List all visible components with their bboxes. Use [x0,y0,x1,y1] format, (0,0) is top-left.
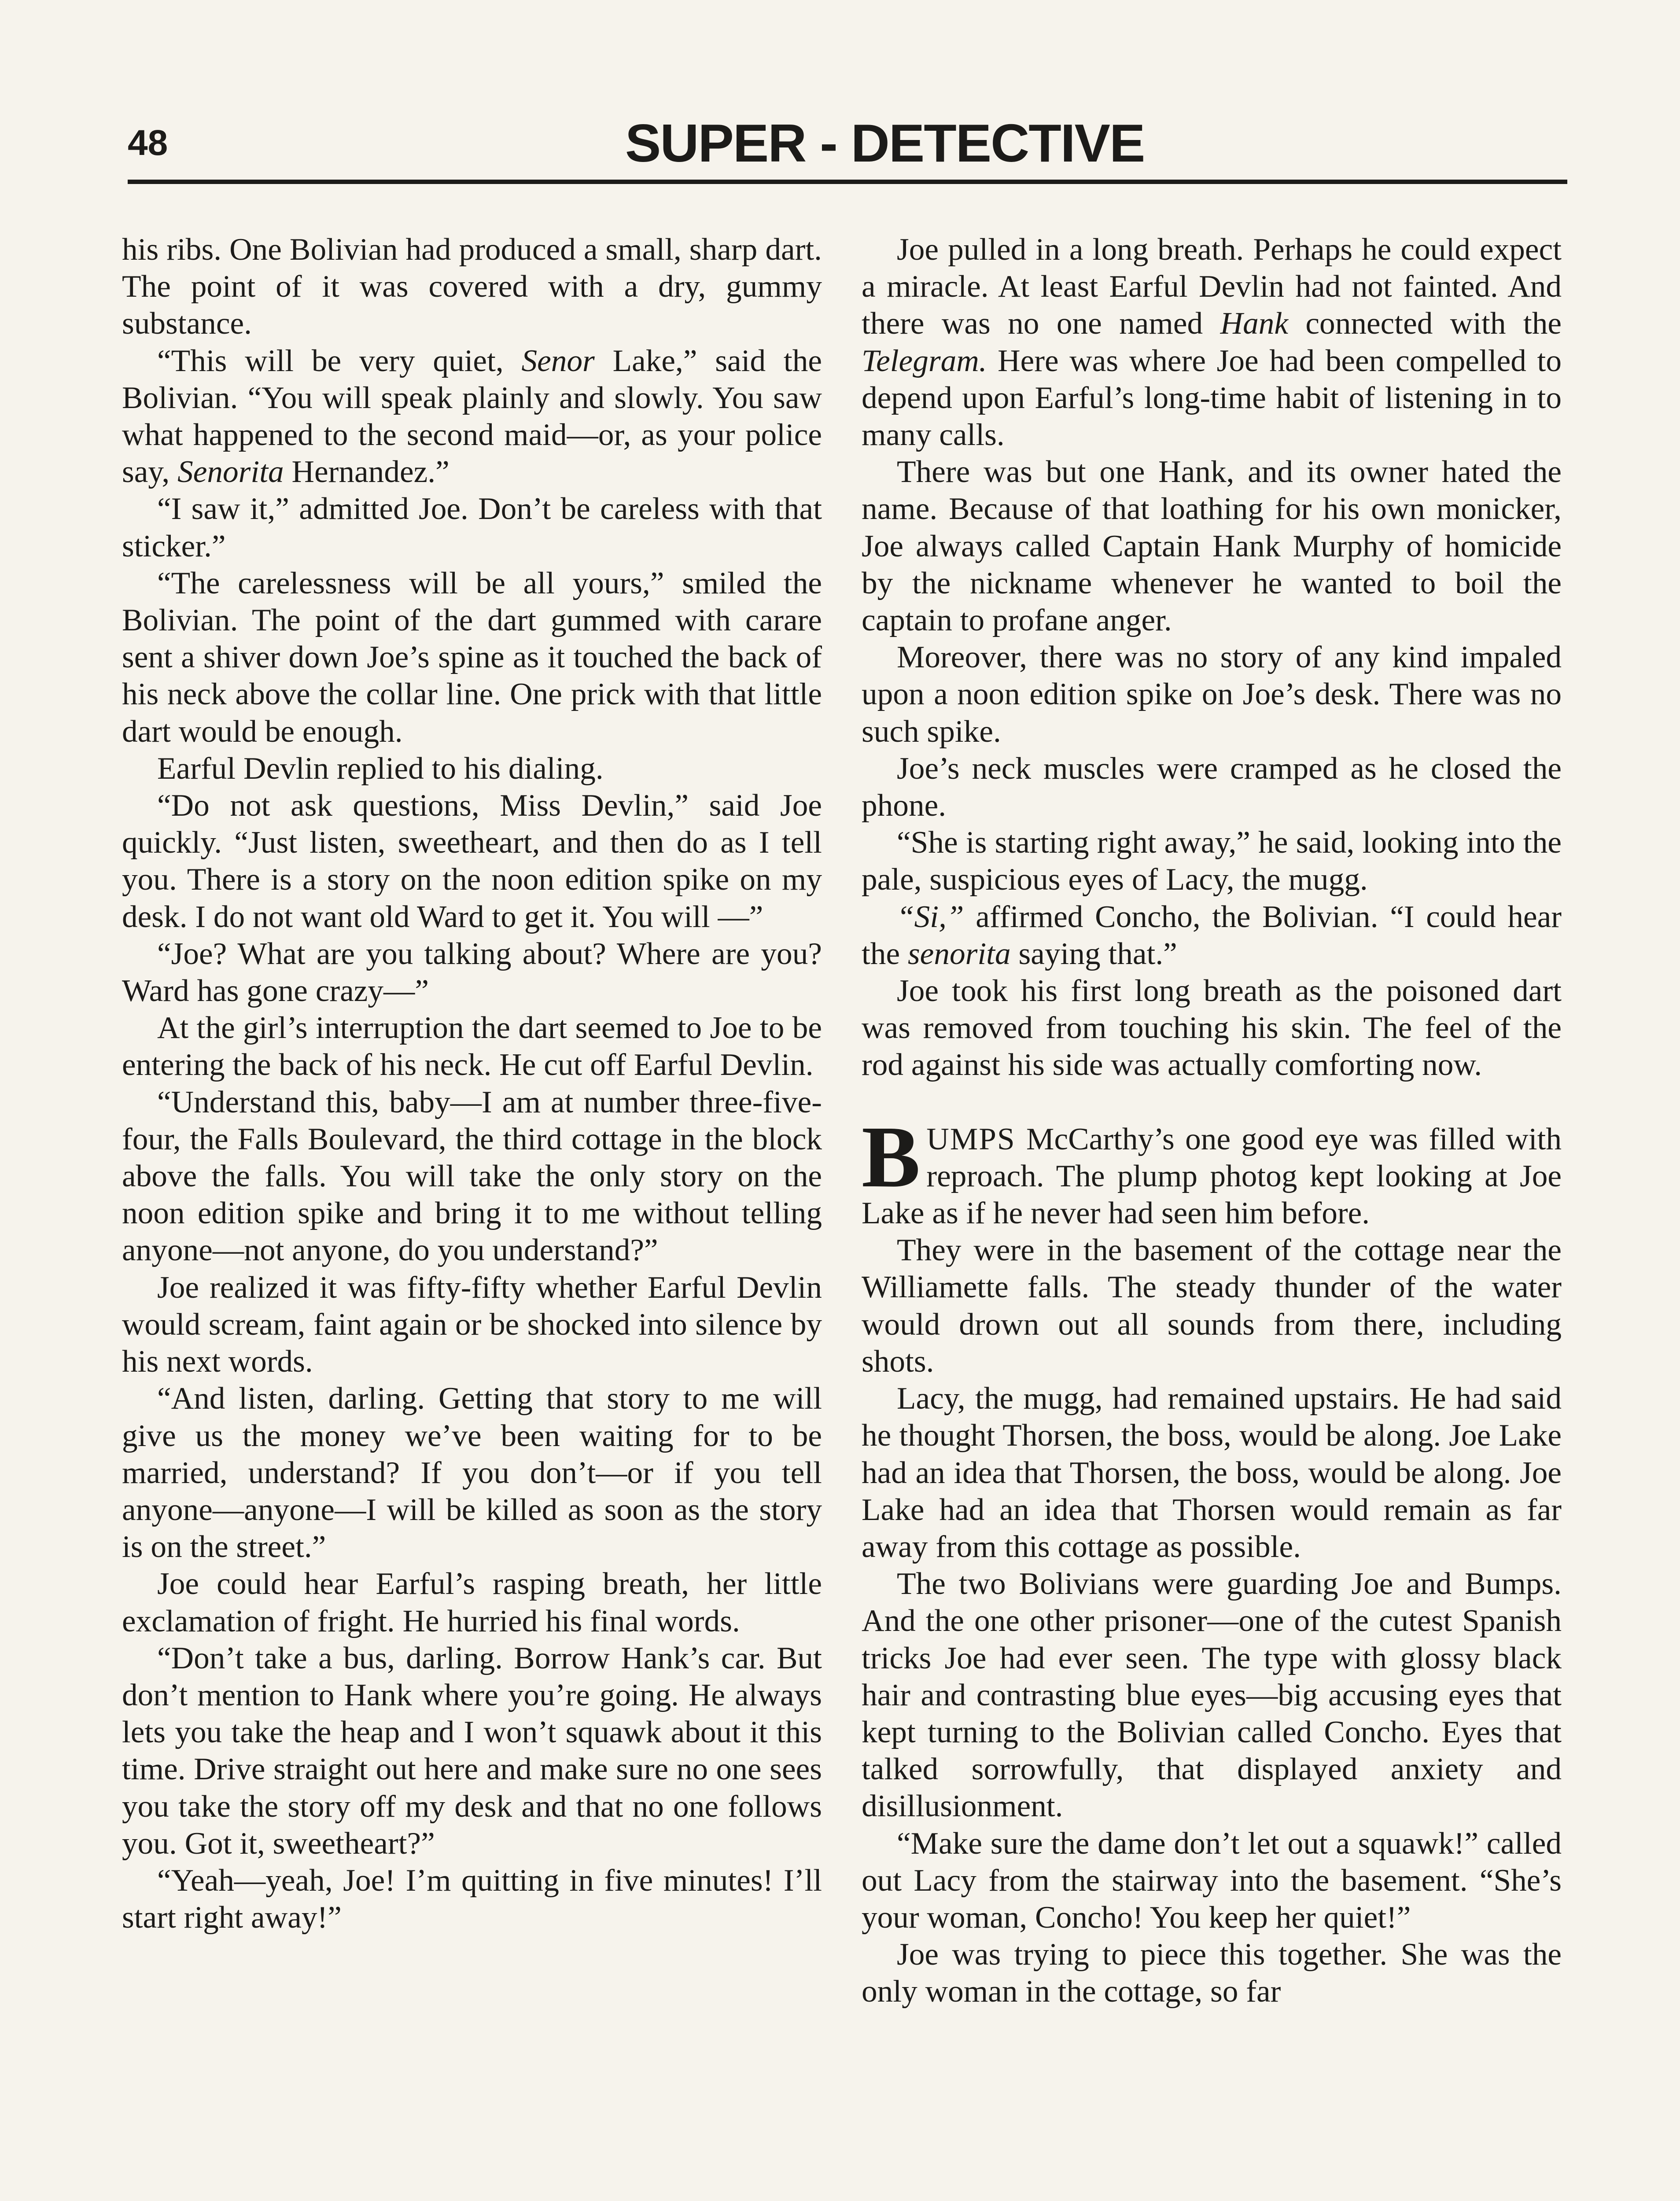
paragraph: Joe took his first long breath as the poisoned dart was removed from touching his skin. The feel of the rod against his side was actually comforting now. [862,973,1562,1082]
paragraph: Joe was trying to piece this together. She was the only woman in the cottage, so far [862,1937,1562,2009]
paragraph: “Yeah—yeah, Joe! I’m quitting in five minutes! I’ll start right away!” [122,1862,822,1935]
header-rule [128,180,1567,184]
paragraph: Earful Devlin replied to his dialing. [157,751,604,786]
right-column [862,231,1562,2010]
paragraph: “The carelessness will be all yours,” smiled the Bolivian. The point of the dart gummed with carare sent a shiver down Joe’s spine as it touched the back of his neck above the collar line. One prick with that little dart would be enough. [122,565,822,749]
paragraph: “Understand this, baby—I am at number three-five-four, the Falls Boulevard, the third cottage in the block above the falls. You will take the only story on the noon edition spike and bring it to me without telling anyone—not anyone, do you understand?” [122,1084,822,1268]
paragraph: “She is starting right away,” he said, looking into the pale, suspicious eyes of Lacy, the mugg. [862,825,1562,897]
paragraph: Joe’s neck muscles were cramped as he closed the phone. [862,751,1562,823]
drop-cap: B [862,1108,921,1206]
paragraph: Joe pulled in a long breath. Perhaps he could expect a miracle. At least Earful Devlin had not fainted. And there was no one named Hank connected with the Telegram. Here was where Joe had been compelled to depend upon Earful’s long-time habit of listening in to many calls. [862,232,1562,453]
paragraph: At the girl’s interruption the dart seemed to Joe to be entering the back of his neck. He cut off Earful Devlin. [122,1010,822,1082]
paragraph: “Make sure the dame don’t let out a squawk!” called out Lacy from the stairway into the basement. “She’s your woman, Concho! You keep her quiet!” [862,1826,1562,1935]
left-column [122,231,822,1936]
paragraph: “Si,” affirmed Concho, the Bolivian. “I could hear the senorita saying that.” [862,899,1562,971]
paragraph: Joe could hear Earful’s rasping breath, her little exclamation of fright. He hurried his final words. [122,1566,822,1638]
paragraph: Joe realized it was fifty-fifty whether Earful Devlin would scream, faint again or be shocked into silence by his next words. [122,1270,822,1379]
paragraph: BUMPS McCarthy’s one good eye was filled with reproach. The plump photog kept looking at Joe Lake as if he never had seen him before. [862,1108,1562,1231]
page-number: 48 [128,123,168,163]
page-header [128,113,1567,189]
section-break [862,1084,1562,1121]
paragraph: “I saw it,” admitted Joe. Don’t be careless with that sticker.” [122,491,822,563]
paragraph: “Do not ask questions, Miss Devlin,” said Joe quickly. “Just listen, sweetheart, and then do as I tell you. There is a story on the noon edition spike on my desk. I do not want old Ward to get it. You will —” [122,788,822,934]
paragraph: “And listen, darling. Getting that story to me will give us the money we’ve been waiting for to be married, understand? If you don’t—or if you tell anyone—anyone—I will be killed as soon as the story is on the street.” [122,1381,822,1564]
running-title: SUPER - DETECTIVE [625,113,1145,173]
paragraph: Moreover, there was no story of any kind impaled upon a noon edition spike on Joe’s desk. There was no such spike. [862,640,1562,749]
paragraph: There was but one Hank, and its owner hated the name. Because of that loathing for his own monicker, Joe always called Captain Hank Murphy of homicide by the nickname whenever he wanted to boil the captain to profane anger. [862,454,1562,638]
paragraph: “This will be very quiet, Senor Lake,” said the Bolivian. “You will speak plainly and slowly. You saw what happened to the second maid—or, as your police say, Senorita Hernandez.” [122,343,822,490]
paragraph: his ribs. One Bolivian had produced a small, sharp dart. The point of it was covered with a dry, gummy substance. [122,232,822,341]
paragraph: “Don’t take a bus, darling. Borrow Hank’s car. But don’t mention to Hank where you’re going. He always lets you take the heap and I won’t squawk about it this time. Drive straight out here and make sure no one sees you take the story off my desk and that no one follows you. Got it, sweetheart?” [122,1640,822,1861]
paragraph: The two Bolivians were guarding Joe and Bumps. And the one other prisoner—one of the cutest Spanish tricks Joe had ever seen. The type with glossy black hair and contrasting blue eyes—big accusing eyes that kept turning to the Bolivian called Concho. Eyes that talked sorrowfully, that displayed anxiety and disillusionment. [862,1566,1562,1824]
paragraph: “Joe? What are you talking about? Where are you? Ward has gone crazy—” [122,936,822,1008]
paragraph: Lacy, the mugg, had remained upstairs. He had said he thought Thorsen, the boss, would be along. Joe Lake had an idea that Thorsen, the boss, would be along. Joe Lake had an idea that Thorsen would remain as far away from this cottage as possible. [862,1381,1562,1564]
paragraph: They were in the basement of the cottage near the Williamette falls. The steady thunder of the water would drown out all sounds from there, including shots. [862,1233,1562,1379]
